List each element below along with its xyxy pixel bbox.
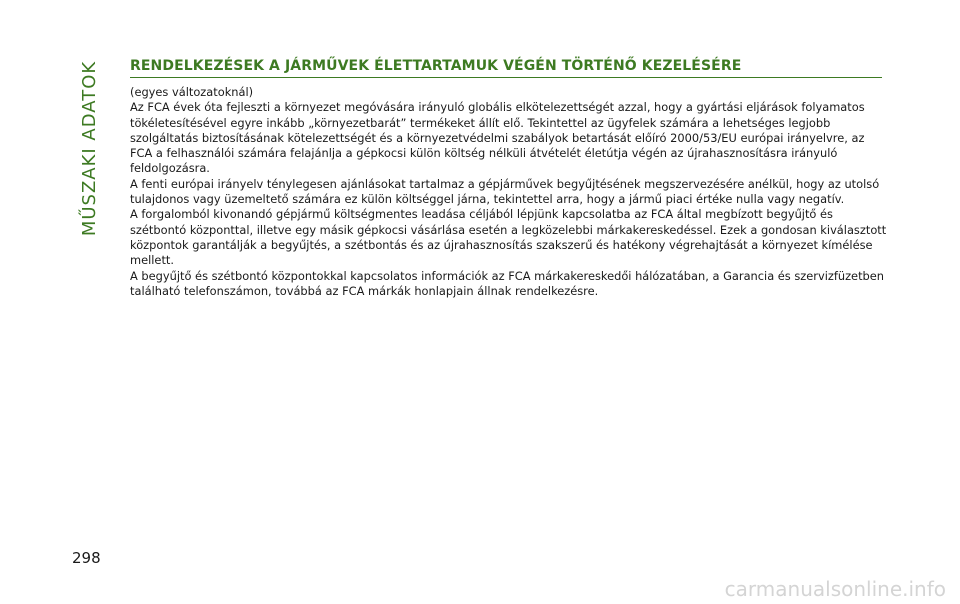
watermark: carmanualsonline.info [724, 577, 946, 601]
section-side-tab-label: MŰSZAKI ADATOK [79, 60, 101, 236]
body-text [130, 85, 890, 299]
section-side-tab [70, 58, 110, 238]
paragraph-3: A forgalomból kivonandó gépjármű költségmentes leadása céljából lépjünk kapcsolatba az FCA által megbízott begyűjtő és szétbontó központtal, illetve egy másik gépkocsi vásárlása esetén a legközelebbi márkakereskedéssel. Ezek a gondosan kiválasztott központok garantálják a begyűjtés, a szétbontás és az újrahasznosítás szakszerű és hatékony végrehajtását a környezet kímélése mellett. [130, 207, 887, 268]
paragraph-1: Az FCA évek óta fejleszti a környezet megóvására irányuló globális elkötelezettségét azzal, hogy a gyártási eljárások folyamatos tökéletesítésével egyre inkább „környezetbarát” termékeket állít elő. Tekintettel az ügyfelek számára a lehetséges legjobb szolgáltatás biztosításának kötelezettségét és a környezetvédelmi szabályok betartását előíró 2000/53/EU európai irányelvre, az FCA a felhasználói számára felajánlja a gépkocsi külön költség nélküli átvételét életútja végén az újrahasznosításra irányuló feldolgozásra. [130, 100, 865, 176]
paragraph-4: A begyűjtő és szétbontó központokkal kapcsolatos információk az FCA márkakereskedői hálózatában, a Garancia és szervizfüzetben található telefonszámon, továbbá az FCA márkák honlapjain állnak rendelkezésre. [130, 268, 884, 298]
version-note: (egyes változatoknál) [130, 85, 254, 99]
section-heading: RENDELKEZÉSEK A JÁRMŰVEK ÉLETTARTAMUK VÉGÉN TÖRTÉNŐ KEZELÉSÉRE [130, 58, 882, 78]
paragraph-2: A fenti európai irányelv ténylegesen ajánlásokat tartalmaz a gépjárművek begyűjtésének megszervezésére anélkül, hogy az utolsó tulajdonos vagy üzemeltető számára ez külön költséggel járna, tekintettel arra, hogy a jármű piaci értéke nulla vagy negatív. [130, 176, 880, 207]
page-number: 298 [72, 549, 101, 567]
